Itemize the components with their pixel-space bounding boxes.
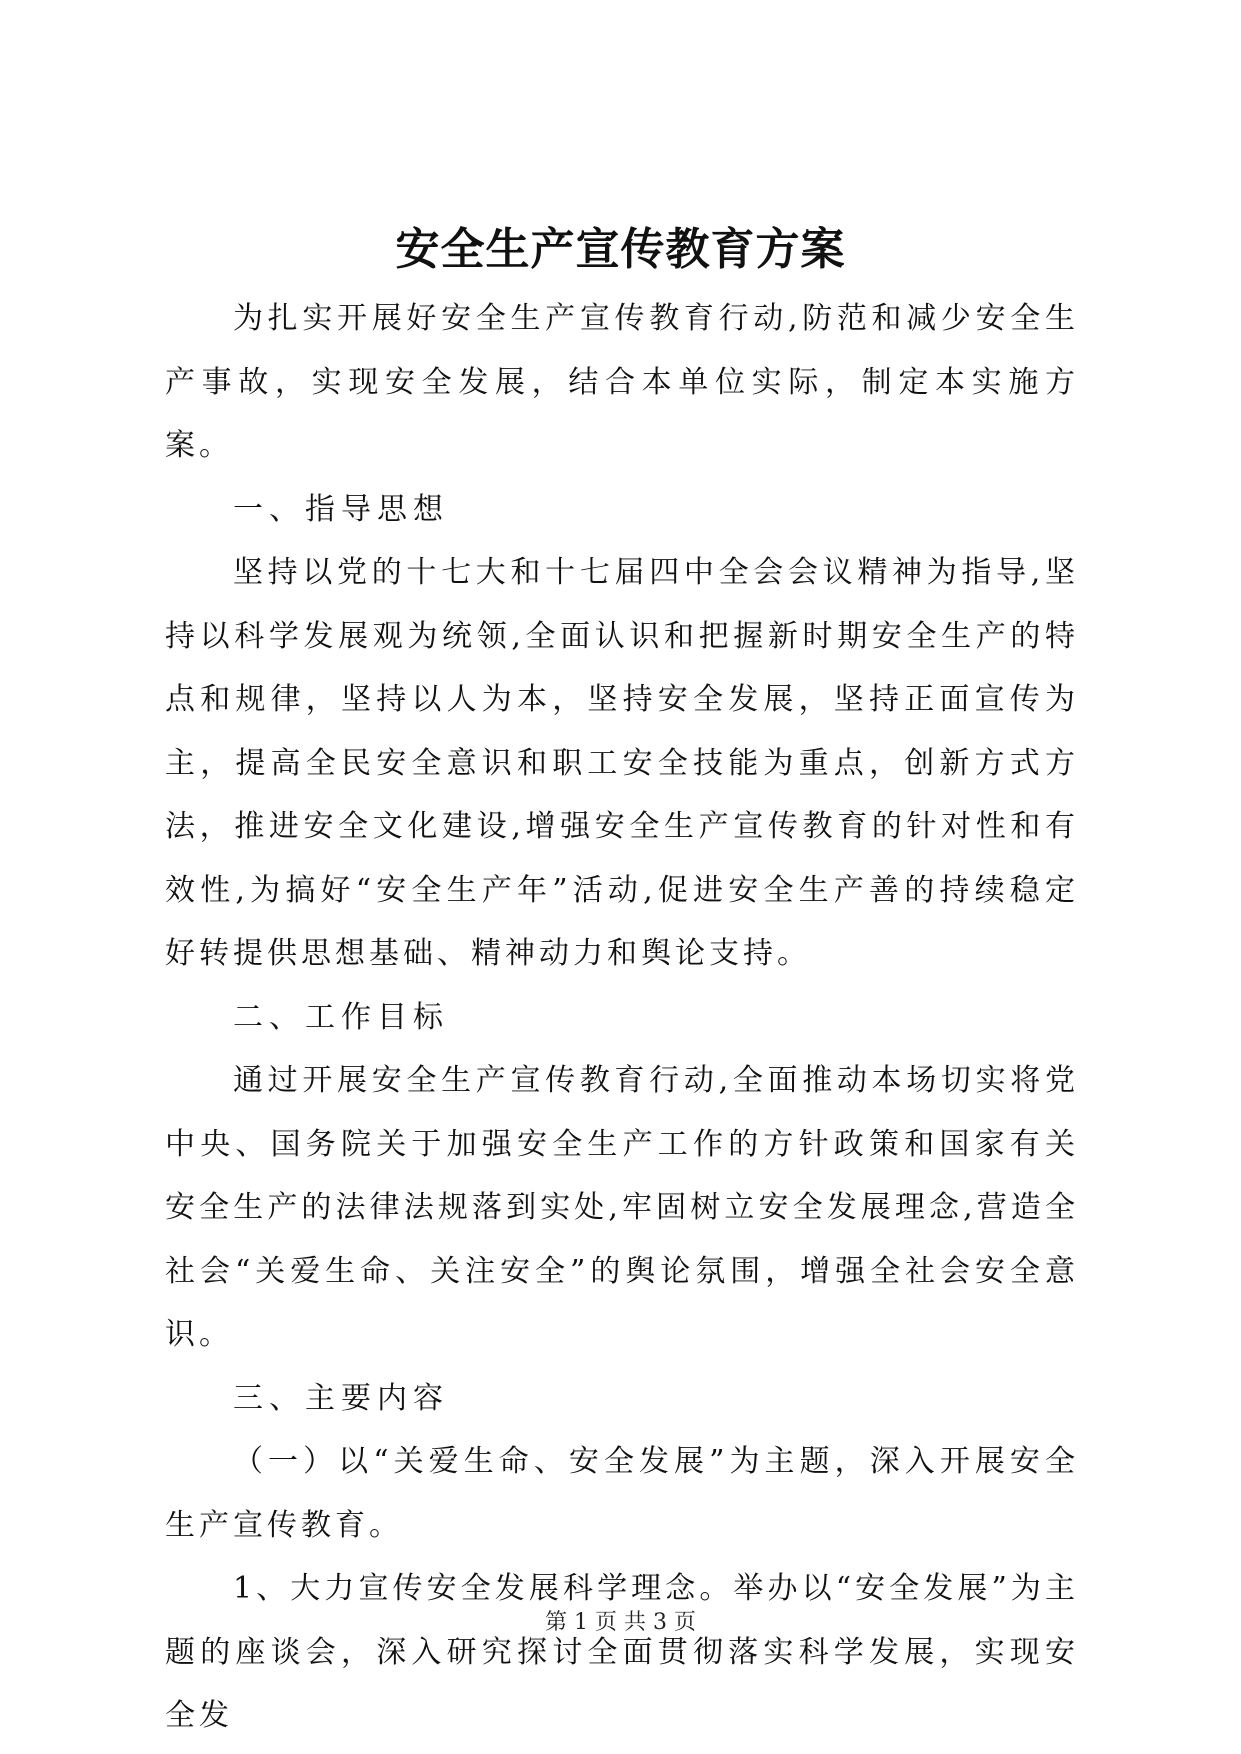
section-heading-main-content: 三、主要内容 [233, 1380, 449, 1416]
document-body [165, 287, 1079, 1748]
page-footer: 第 1 页 共 3 页 [545, 1610, 696, 1635]
item-1-paragraph: 1、大力宣传安全发展科学理念。举办以“安全发展”为主题的座谈会，深入研究探讨全面贯彻落实科学发展，实现安全发 [165, 1571, 1079, 1733]
section-heading-guiding-ideology: 一、指导思想 [233, 491, 449, 527]
intro-paragraph: 为扎实开展好安全生产宣传教育行动,防范和减少安全生产事故，实现安全发展，结合本单位实际，制定本实施方案。 [165, 301, 1079, 463]
work-goals-paragraph: 通过开展安全生产宣传教育行动,全面推动本场切实将党中央、国务院关于加强安全生产工作的方针政策和国家有关安全生产的法律法规落到实处,牢固树立安全发展理念,营造全社会“关爱生命、关注安全”的舆论氛围，增强全社会安全意识。 [165, 1063, 1079, 1352]
document-title: 安全生产宣传教育方案 [395, 224, 846, 275]
subsection-heading-1: （一）以“关爱生命、安全发展”为主题，深入开展安全生产宣传教育。 [165, 1444, 1079, 1543]
guiding-ideology-paragraph: 坚持以党的十七大和十七届四中全会会议精神为指导,坚持以科学发展观为统领,全面认识和把握新时期安全生产的特点和规律，坚持以人为本，坚持安全发展，坚持正面宣传为主，提高全民安全意识和职工安全技能为重点，创新方式方法，推进安全文化建设,增强安全生产宣传教育的针对性和有效性,为搞好“安全生产年”活动,促进安全生产善的持续稳定好转提供思想基础、精神动力和舆论支持。 [165, 555, 1079, 971]
section-heading-work-goals: 二、工作目标 [233, 999, 449, 1035]
